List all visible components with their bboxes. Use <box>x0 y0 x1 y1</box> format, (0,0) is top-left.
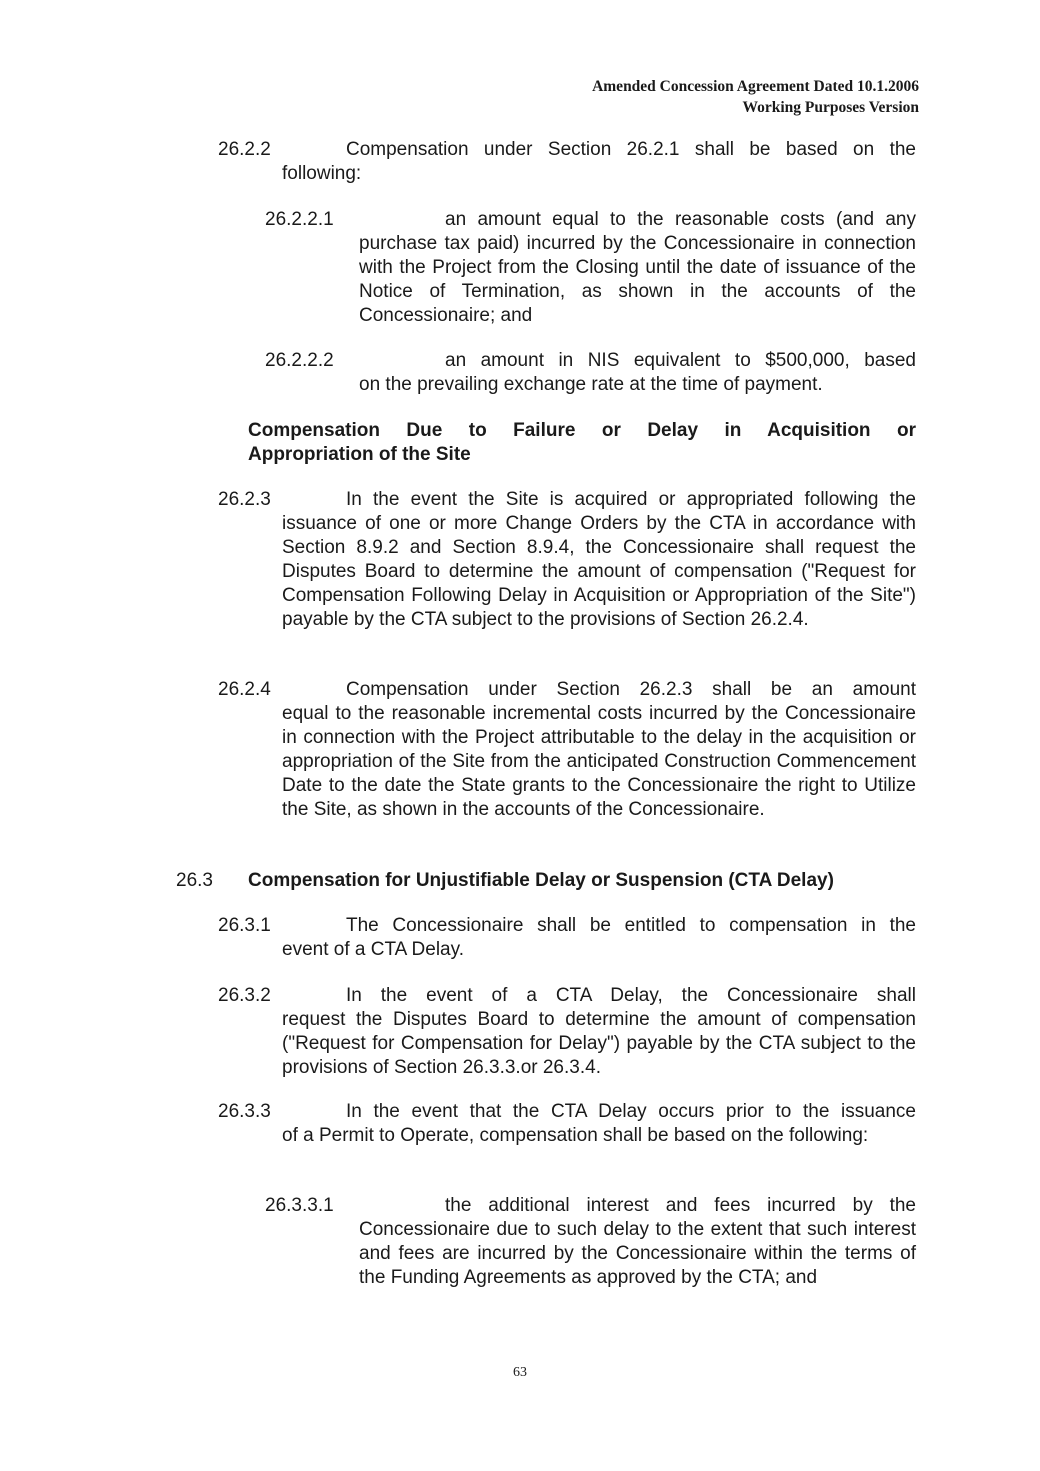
clause-body: equal to the reasonable incremental costs incurred by the Concessionaire in connection with the Project attributable to the delay in the acquisition or appropriation of the Site from the anticipated Construction Commencement Date to the date the State grants to the Concessionaire the right to Utilize the Site, as shown in the accounts of the Concessionaire. <box>282 703 916 820</box>
clause-first-line: an amount equal to the reasonable costs (and any <box>445 209 916 230</box>
clause-body: event of a CTA Delay. <box>282 939 464 960</box>
clause-number: 26.2.4 <box>218 679 271 700</box>
clause-body: issuance of one or more Change Orders by the CTA in accordance with Section 8.9.2 and Section 8.9.4, the Concessionaire shall request the Disputes Board to determine the amount of compensation ("Request for Compensation Following Delay in Acquisition or Appropriation of the Site") payable by the CTA subject to the provisions of Section 26.2.4. <box>282 513 916 630</box>
clause-number: 26.3.2 <box>218 985 271 1006</box>
clause-first-line: Compensation under Section 26.2.3 shall be an amount <box>346 679 916 700</box>
page-number: 63 <box>513 1365 527 1380</box>
clause-first-line: In the event of a CTA Delay, the Concessionaire shall <box>346 985 916 1006</box>
clause-number: 26.3.3.1 <box>265 1195 334 1216</box>
clause-first-line: The Concessionaire shall be entitled to compensation in the <box>346 915 916 936</box>
section-title: Compensation for Unjustifiable Delay or Suspension (CTA Delay) <box>248 870 834 891</box>
clause-body: on the prevailing exchange rate at the time of payment. <box>359 374 823 395</box>
clause-first-line: an amount in NIS equivalent to $500,000, based <box>445 350 916 371</box>
clause-first-line: In the event that the CTA Delay occurs prior to the issuance <box>346 1101 916 1122</box>
clause-number: 26.2.2.1 <box>265 209 334 230</box>
clause-first-line: the additional interest and fees incurred by the <box>445 1195 916 1216</box>
clause-number: 26.2.3 <box>218 489 271 510</box>
section-number: 26.3 <box>176 870 213 891</box>
clause-body: of a Permit to Operate, compensation shall be based on the following: <box>282 1125 869 1146</box>
clause-number: 26.3.3 <box>218 1101 271 1122</box>
subheading-line-2: Appropriation of the Site <box>248 444 471 465</box>
clause-number: 26.2.2.2 <box>265 350 334 371</box>
clause-body: following: <box>282 163 362 184</box>
clause-number: 26.2.2 <box>218 139 271 160</box>
running-header <box>592 76 919 118</box>
clause-first-line: Compensation under Section 26.2.1 shall be based on the <box>346 139 916 160</box>
clause-body: request the Disputes Board to determine the amount of compensation ("Request for Compensation for Delay") payable by the CTA subject to the provisions of Section 26.3.3.or 26.3.4. <box>282 1009 916 1078</box>
header-version: Working Purposes Version <box>742 99 919 116</box>
clause-number: 26.3.1 <box>218 915 271 936</box>
clause-body: purchase tax paid) incurred by the Concessionaire in connection with the Project from the Closing until the date of issuance of the Notice of Termination, as shown in the accounts of the Concessionaire; and <box>359 233 916 326</box>
subheading-line-1: Compensation Due to Failure or Delay in Acquisition or <box>248 420 916 441</box>
header-title: Amended Concession Agreement Dated 10.1.2006 <box>592 78 919 95</box>
clause-body: Concessionaire due to such delay to the extent that such interest and fees are incurred by the Concessionaire within the terms of the Funding Agreements as approved by the CTA; and <box>359 1219 916 1288</box>
clause-first-line: In the event the Site is acquired or appropriated following the <box>346 489 916 510</box>
